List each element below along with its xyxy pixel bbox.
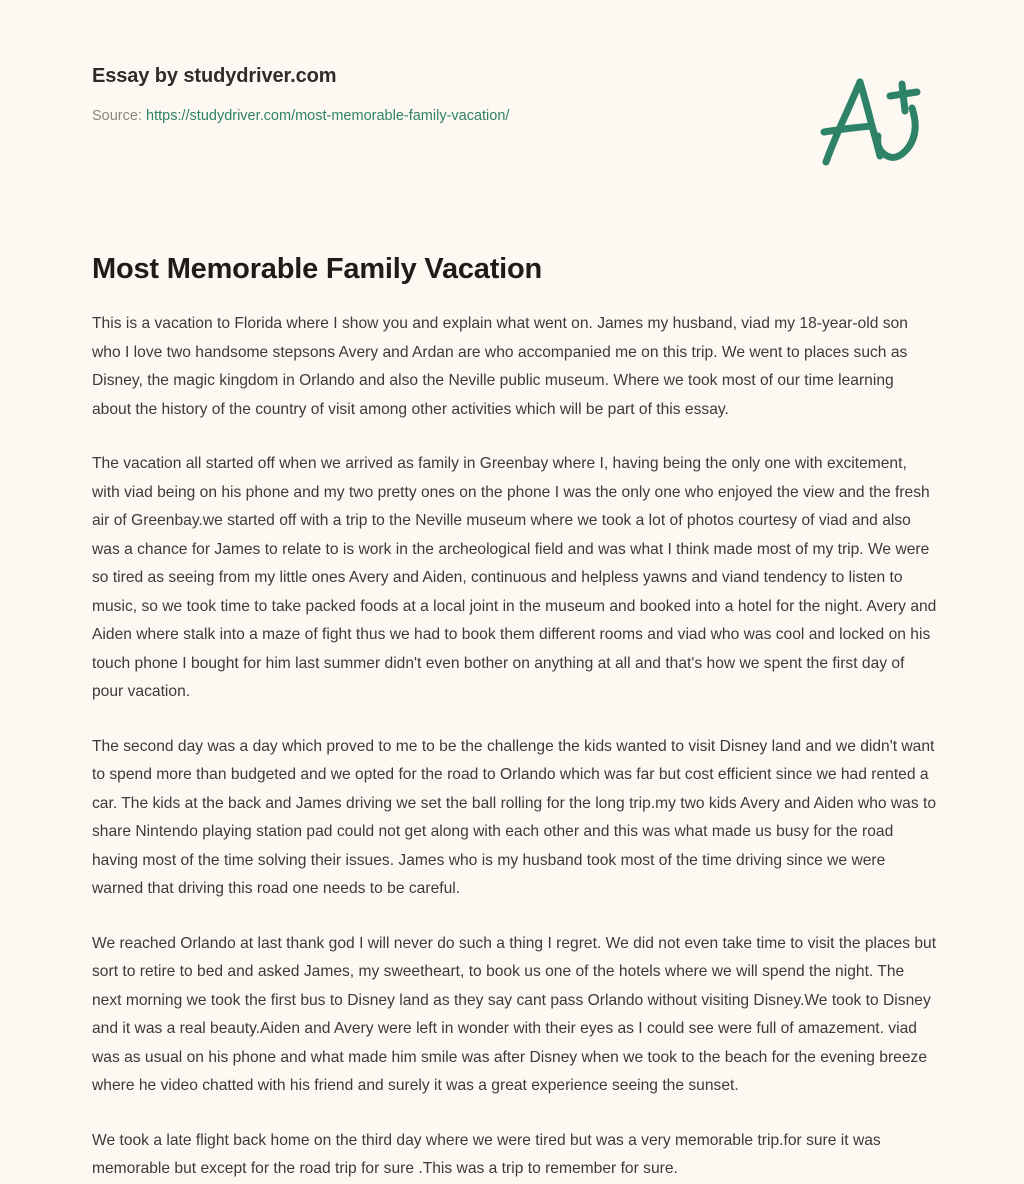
article-paragraph: This is a vacation to Florida where I show you and explain what went on. James my husband, viad my 18-year-old son who I love two handsome stepsons Avery and Ardan are who accompanied me on this trip. We went to places such as Disney, the magic kingdom in Orlando and also the Neville public museum. Where we took most of our time learning about the history of the country of visit among other activities which will be part of this essay.: [92, 315, 908, 418]
byline: Essay by studydriver.com: [92, 65, 337, 87]
a-plus-logo-icon: [816, 70, 926, 170]
page-title: Most Memorable Family Vacation: [92, 253, 543, 285]
article-paragraph: We took a late flight back home on the third day where we were tired but was a very memorable trip.for sure it was memorable but except for the road trip for sure .This was a trip to remember for sure.: [92, 1131, 881, 1177]
source-label: Source:: [92, 108, 142, 124]
source-line: [92, 106, 932, 126]
source-url-link[interactable]: https://studydriver.com/most-memorable-family-vacation/: [146, 108, 510, 124]
article-body: [92, 310, 937, 1184]
article-paragraph: The vacation all started off when we arrived as family in Greenbay where I, having being the only one with excitement, with viad being on his phone and my two pretty ones on the phone I was the only one who enjoyed the view and the fresh air of Greenbay.we started off with a trip to the Neville museum where we took a lot of photos courtesy of viad and also was a chance for James to relate to is work in the archeological field and was what I think made most of my trip. We were so tired as seeing from my little ones Avery and Aiden, continuous and helpless yawns and viand tendency to listen to music, so we took time to take packed foods at a local joint in the museum and booked into a hotel for the night. Avery and Aiden where stalk into a maze of fight thus we had to book them different rooms and viad who was cool and locked on his touch phone I bought for him last summer didn't even bother on anything at all and that's how we spent the first day of pour vacation.: [92, 455, 937, 700]
article-paragraph: We reached Orlando at last thank god I will never do such a thing I regret. We did not even take time to visit the places but sort to retire to bed and asked James, my sweetheart, to book us one of the hotels where we will spend the night. The next morning we took the first bus to Disney land as they say cant pass Orlando without visiting Disney.We took to Disney and it was a real beauty.Aiden and Avery were left in wonder with their eyes as I could see were full of amazement. viad was as usual on his phone and what made him smile was after Disney when we took to the beach for the evening breeze where he video chatted with his friend and surely it was a great experience seeing the sunset.: [92, 934, 937, 1094]
article-paragraph: The second day was a day which proved to me to be the challenge the kids wanted to visit Disney land and we didn't want to spend more than budgeted and we opted for the road to Orlando which was far but cost efficient since we had rented a car. The kids at the back and James driving we set the ball rolling for the long trip.my two kids Avery and Aiden who was to share Nintendo playing station pad could not get along with each other and this was what made us busy for the road having most of the time solving their issues. James who is my husband took most of the time driving since we were warned that driving this road one needs to be careful.: [92, 737, 937, 897]
page-header: [92, 62, 932, 126]
